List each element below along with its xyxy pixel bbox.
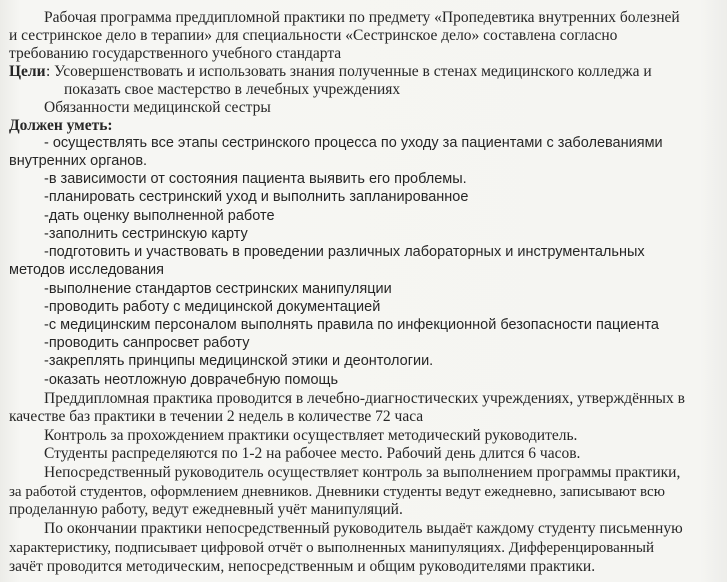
text-line-2: и сестринское дело в терапии» для специальности «Сестринское дело» составлена согласно (9, 27, 618, 44)
list-item-6-cont: методов исследования (9, 262, 164, 278)
paragraph-4-line-1: Непосредственный руководитель осуществляет контроль за выполнением программы практики, (44, 464, 681, 481)
list-item-11: -закреплять принципы медицинской этики и деонтологии. (44, 353, 434, 369)
paragraph-1-line-2: качестве баз практики в течении 2 недель в количестве 72 часа (9, 408, 424, 425)
list-item-7: -выполнение стандартов сестринских манипуляции (44, 281, 392, 297)
section-heading: Обязанности медицинской сестры (44, 99, 271, 116)
paragraph-4-line-2: за работой студентов, оформлением дневников. Дневники студенты ведут ежедневно, записывают всю (9, 484, 665, 500)
paragraph-4-line-3: проделанную работу, ведут ежедневный учёт манипуляций. (9, 501, 403, 518)
list-item-1-cont: внутренних органов. (9, 153, 148, 169)
paragraph-3: Студенты распределяются по 1-2 на рабочее место. Рабочий день длится 6 часов. (44, 445, 581, 462)
paragraph-5-line-2: характеристику, подписывает цифровой отчёт о выполненных манипуляциях. Дифференцированный (9, 540, 654, 556)
list-item-2: -в зависимости от состояния пациента выявить его проблемы. (44, 171, 467, 187)
list-item-10: -проводить санпросвет работу (44, 335, 250, 351)
paragraph-5-line-1: По окончании практики непосредственный руководитель выдаёт каждому студенту письменную (44, 520, 683, 537)
goals-label: Цели (9, 63, 46, 80)
text-line-goals: : Усовершенствовать и использовать знания полученные в стенах медицинского колледжа и (46, 63, 652, 80)
must-be-able-heading: Должен уметь: (9, 117, 113, 134)
text-line-3: требованию государственного учебного стандарта (9, 45, 342, 62)
paragraph-1-line-1: Преддипломная практика проводится в лечебно-диагностических учреждениях, утверждённых в (44, 390, 685, 407)
list-item-1: - осуществлять все этапы сестринского процесса по уходу за пациентами с заболеваниями (44, 135, 663, 151)
text-line-6: показать свое мастерство в лечебных учреждениях (64, 81, 401, 98)
paragraph-2: Контроль за прохождением практики осуществляет методический руководитель. (44, 427, 578, 444)
list-item-8: -проводить работу с медицинской документацией (44, 299, 381, 315)
list-item-6: -подготовить и участвовать в проведении различных лабораторных и инструментальных (44, 244, 645, 260)
list-item-12: -оказать неотложную доврачебную помощь (44, 372, 338, 388)
list-item-3: -планировать сестринский уход и выполнить запланированное (44, 189, 469, 205)
text-line-1: Рабочая программа преддипломной практики по предмету «Пропедевтика внутренних болезней (44, 9, 680, 26)
paragraph-5-line-3: зачёт проводится методическим, непосредственным и общим руководителями практики. (9, 558, 596, 575)
list-item-5: -заполнить сестринскую карту (44, 226, 248, 242)
list-item-4: -дать оценку выполненной работе (44, 208, 275, 224)
list-item-9: -с медицинским персоналом выполнять правила по инфекционной безопасности пациента (44, 317, 659, 333)
